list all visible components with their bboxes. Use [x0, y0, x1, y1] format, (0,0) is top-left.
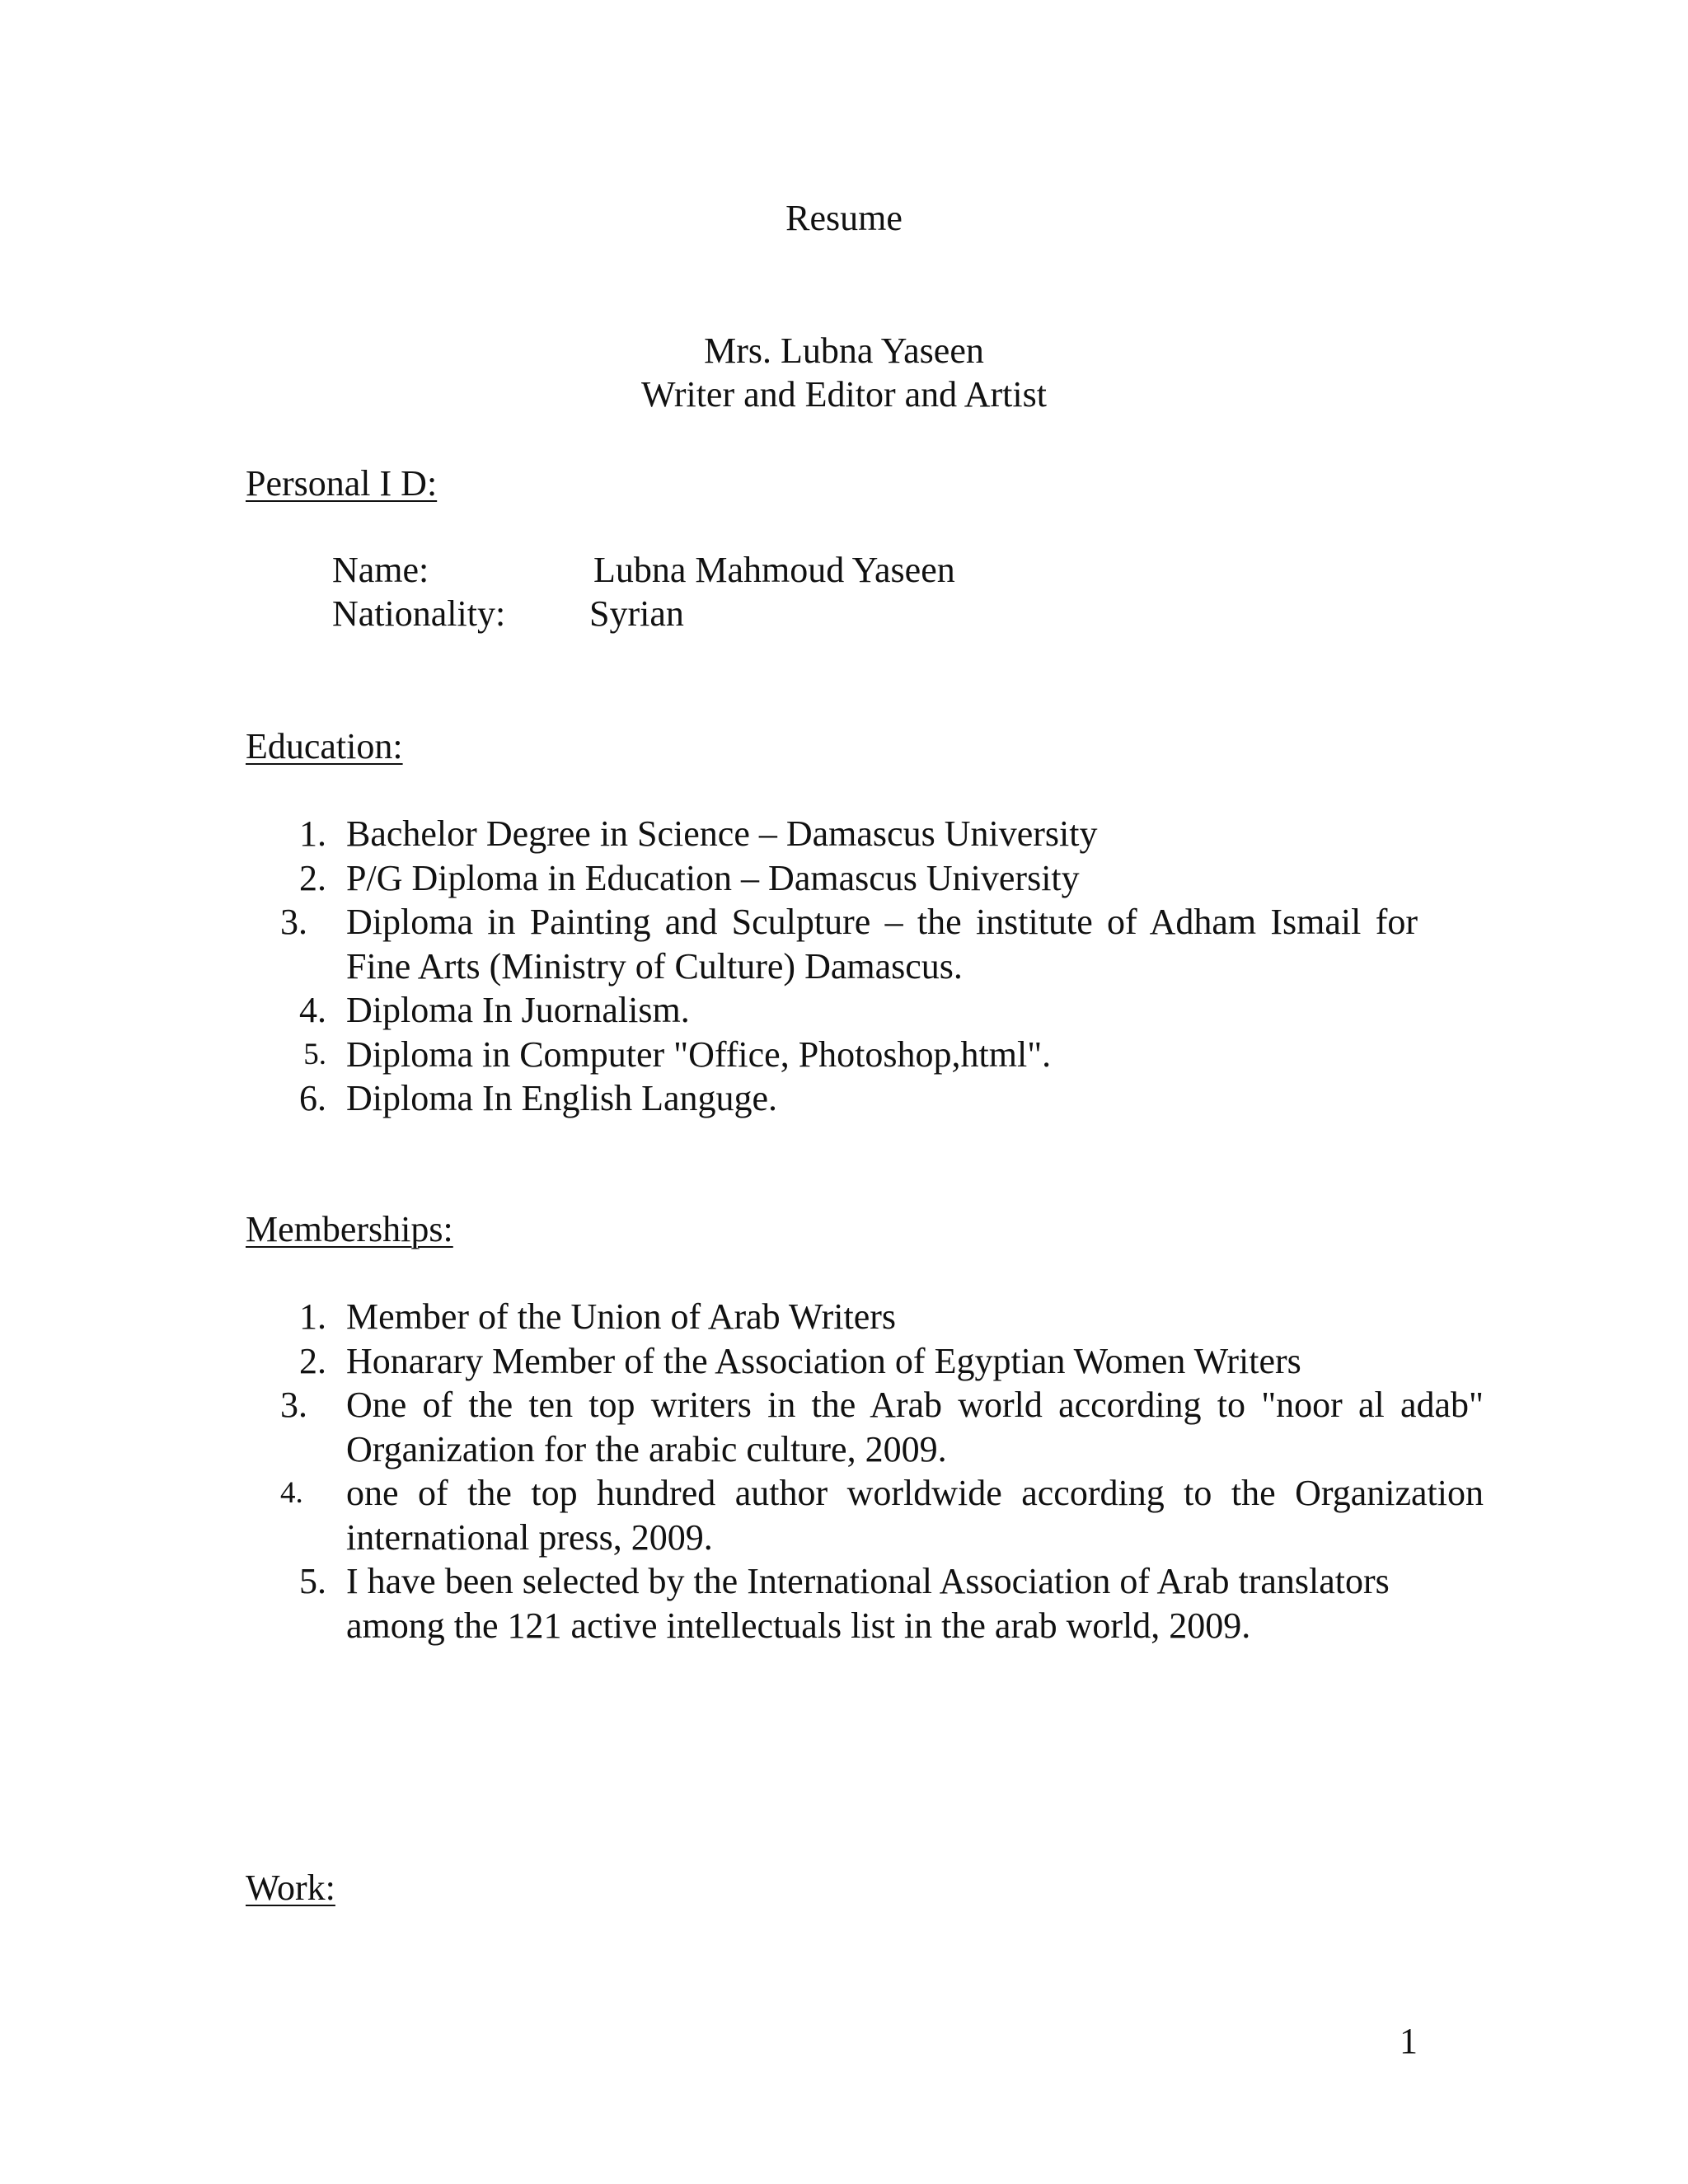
- personal-id-heading: Personal I D:: [246, 463, 438, 504]
- membership-item: [280, 1339, 1434, 1384]
- membership-item-text: Honarary Member of the Association of Egyptian Women Writers: [346, 1340, 1301, 1381]
- education-item-text: P/G Diploma in Education – Damascus University: [346, 857, 1080, 898]
- membership-item-text: Member of the Union of Arab Writers: [346, 1296, 897, 1337]
- author-name: Mrs. Lubna Yaseen: [704, 330, 984, 371]
- education-list: [280, 812, 1434, 1121]
- name-label: Name:: [332, 550, 429, 590]
- education-item-text: Diploma In English Languge.: [346, 1078, 778, 1118]
- list-number: 3.: [280, 1385, 307, 1425]
- membership-item: [280, 1383, 1484, 1471]
- list-number: 4.: [280, 1476, 303, 1510]
- list-number: 1.: [299, 1296, 326, 1337]
- membership-item: [280, 1295, 1434, 1339]
- education-item: [280, 1076, 1434, 1121]
- document-title: Resume: [785, 198, 903, 238]
- membership-item-text: One of the ten top writers in the Arab world according to "noor al adab" Organization for the arabic culture, 2009.: [346, 1385, 1484, 1469]
- membership-item-text: I have been selected by the International Association of Arab translators among the 121 active intellectuals list in the arab world, 2009.: [346, 1561, 1390, 1646]
- education-item-text: Bachelor Degree in Science – Damascus University: [346, 813, 1098, 854]
- list-number: 6.: [299, 1078, 326, 1118]
- page-number: 1: [1400, 2021, 1418, 2061]
- membership-item: [280, 1559, 1484, 1647]
- list-number: 5.: [303, 1037, 326, 1071]
- education-heading: Education:: [246, 726, 403, 766]
- education-item: [280, 988, 1434, 1033]
- education-item: [280, 856, 1434, 901]
- education-item: [280, 900, 1418, 988]
- membership-item-text: one of the top hundred author worldwide according to the Organization international press, 2009.: [346, 1473, 1484, 1558]
- education-item: [280, 1033, 1434, 1077]
- nationality-value: Syrian: [589, 593, 684, 634]
- memberships-heading: Memberships:: [246, 1209, 453, 1249]
- list-number: 2.: [299, 1340, 326, 1381]
- memberships-list: [280, 1295, 1484, 1647]
- list-number: 3.: [280, 902, 307, 942]
- education-item-text: Diploma In Juornalism.: [346, 990, 690, 1030]
- list-number: 1.: [299, 813, 326, 854]
- education-item-text: Diploma in Painting and Sculpture – the institute of Adham Ismail for Fine Arts (Ministry of Culture) Damascus.: [346, 902, 1418, 987]
- work-heading: Work:: [246, 1868, 335, 1908]
- education-item: [280, 812, 1434, 856]
- membership-item: [280, 1471, 1484, 1559]
- list-number: 2.: [299, 857, 326, 898]
- name-value: Lubna Mahmoud Yaseen: [593, 550, 955, 590]
- author-role: Writer and Editor and Artist: [641, 374, 1047, 415]
- list-number: 4.: [299, 990, 326, 1030]
- list-number: 5.: [299, 1561, 326, 1601]
- education-item-text: Diploma in Computer "Office, Photoshop,html".: [346, 1033, 1052, 1075]
- nationality-label: Nationality:: [332, 593, 506, 634]
